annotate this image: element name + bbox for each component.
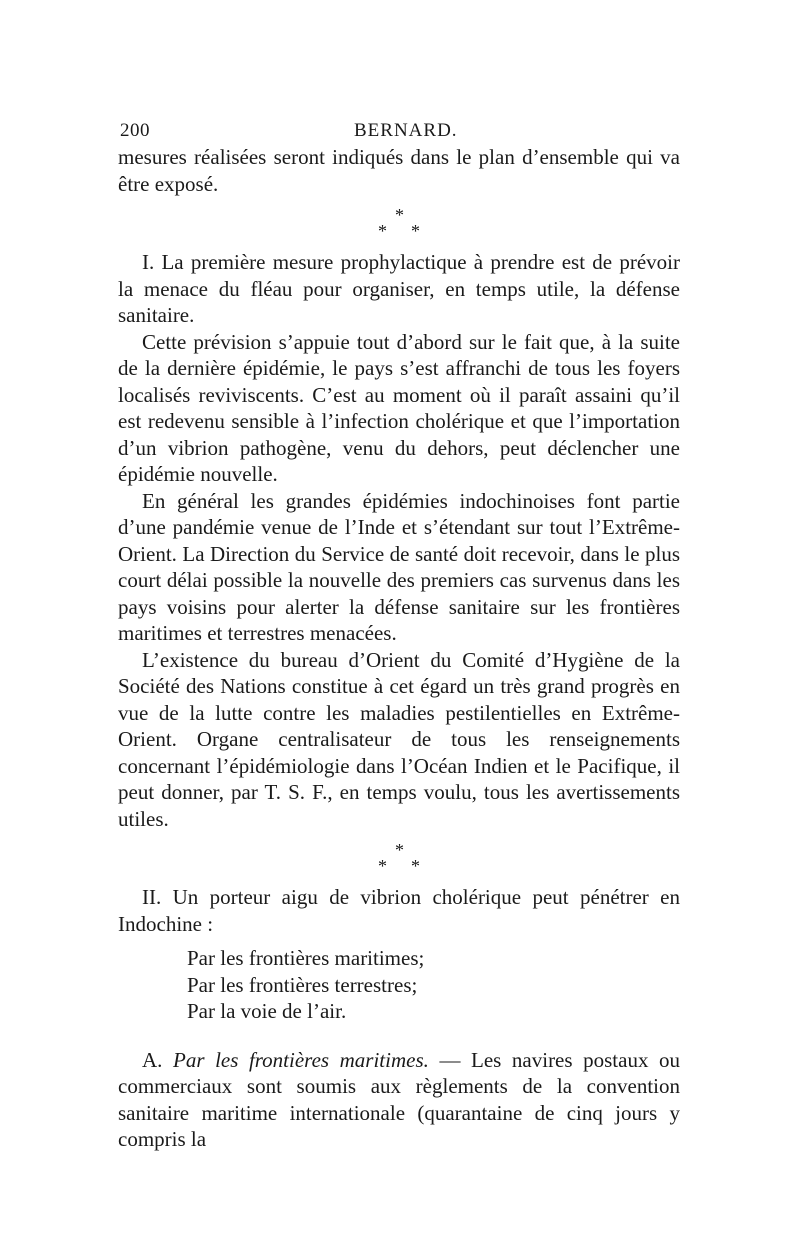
asterism-star-left: *: [378, 856, 387, 876]
section-asterism: [118, 197, 680, 249]
paragraph-prevision: Cette prévision s’appuie tout d’abord sur le fait que, à la suite de la dernière épidémie, le pays s’est affranchi de tous les foyers localisés reviviscents. C’est au moment où il paraît assaini qu’il est redevenu sensible à l’infection cholérique et que l’importation d’un vibrion pathogène, venu du dehors, peut déclencher une épidémie nouvelle.: [118, 329, 680, 486]
running-head-author: BERNARD.: [354, 120, 458, 141]
paragraph-section-a: [118, 1047, 680, 1153]
book-page: [118, 110, 680, 1153]
paragraph-section-i: I. La première mesure prophylactique à prendre est de prévoir la menace du fléau pour organiser, en temps utile, la défense sanitaire.: [118, 250, 680, 327]
paragraph-section-ii: II. Un porteur aigu de vibrion cholérique peut pénétrer en Indochine :: [118, 885, 680, 936]
asterism-star-right: *: [411, 221, 420, 241]
running-head: [118, 110, 680, 144]
section-a-heading: Par les frontières maritimes.: [173, 1047, 429, 1072]
section-a-label: A.: [142, 1047, 163, 1072]
section-asterism: [118, 832, 680, 884]
asterism-star-left: *: [378, 221, 387, 241]
paragraph-bureau-orient: L’existence du bureau d’Orient du Comité d’Hygiène de la Société des Nations constitue à cet égard un très grand progrès en vue de la lutte contre les maladies pestilentielles en Extrême-Orient. Organe centralisateur de tous les renseignements concernant l’épidémiologie dans l’Océan Indien et le Pacifique, il peut donner, par T. S. F., en temps voulu, tous les avertissements utiles.: [118, 647, 680, 831]
entry-routes-list: [187, 945, 680, 1025]
asterism-star-top: *: [395, 205, 404, 225]
list-item: Par la voie de l’air.: [187, 999, 347, 1023]
page-number: 200: [120, 120, 150, 141]
section-a-text: — Les navires postaux ou commerciaux sont soumis aux règlements de la convention sanitaire maritime internationale (quarantaine de cinq jours y compris la: [118, 1047, 681, 1151]
asterism-star-top: *: [395, 840, 404, 860]
paragraph-epidemies: En général les grandes épidémies indochinoises font partie d’une pandémie venue de l’Inde et s’étendant sur tout l’Extrême-Orient. La Direction du Service de santé doit recevoir, dans le plus court délai possible la nouvelle des premiers cas survenus dans les pays voisins pour alerter la défense sanitaire sur les frontières maritimes et terrestres menacées.: [118, 488, 680, 645]
list-item: Par les frontières terrestres;: [187, 972, 418, 997]
paragraph-continuation: mesures réalisées seront indiqués dans le plan d’ensemble qui va être exposé.: [118, 145, 680, 196]
asterism-star-right: *: [411, 856, 420, 876]
list-item: Par les frontières maritimes;: [187, 946, 425, 970]
